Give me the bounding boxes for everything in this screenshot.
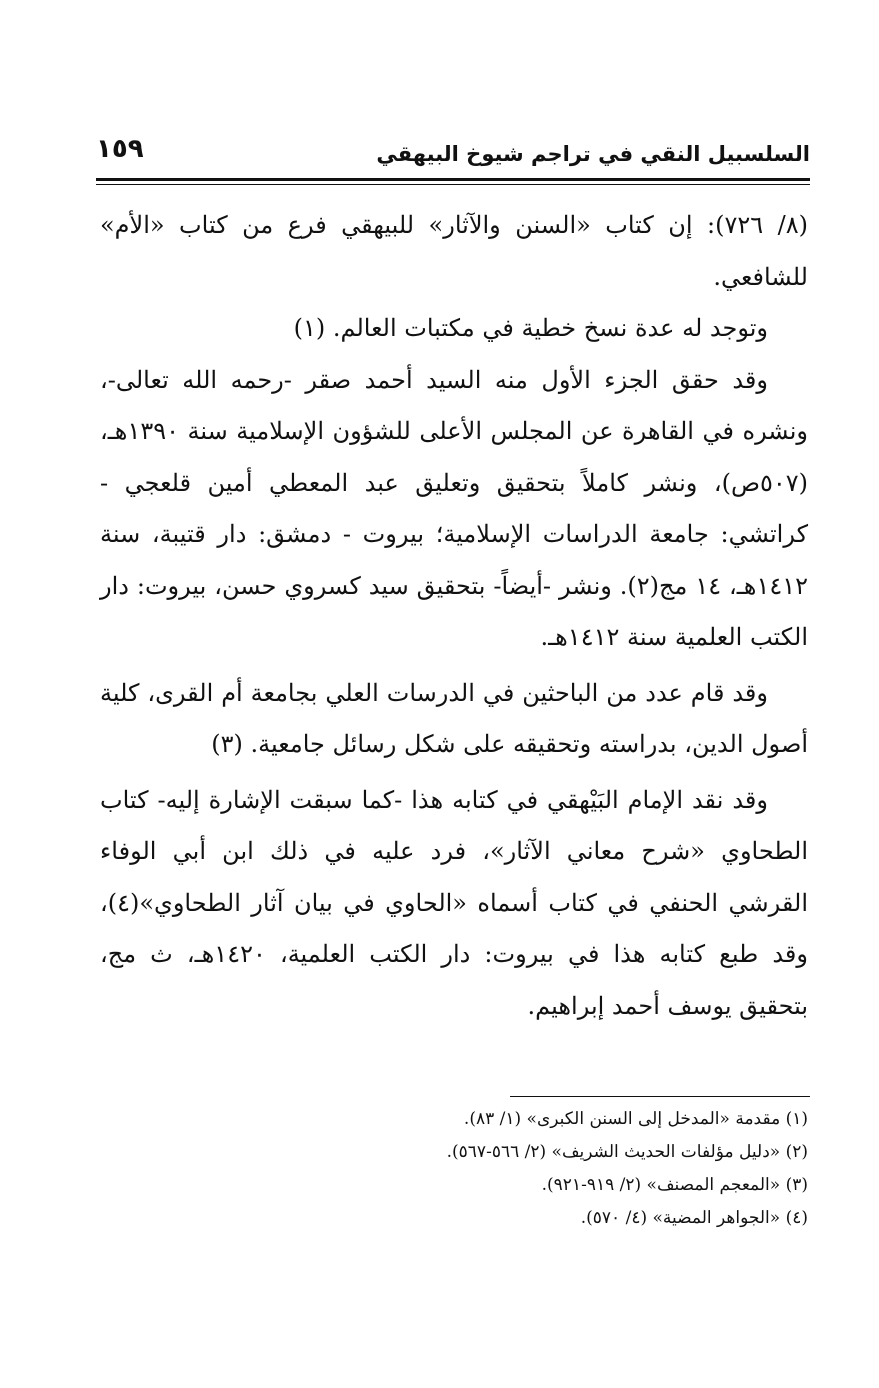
main-text (100, 200, 808, 1032)
footnotes (380, 1103, 808, 1235)
footnote-4: (٤) «الجواهر المضية» (٤/ ٥٧٠). (580, 1208, 808, 1228)
running-title: السلسبيل النقي في تراجم شيوخ البيهقي (376, 142, 810, 166)
paragraph-1: (٨/ ٧٢٦): إن كتاب «السنن والآثار» للبيهقي فرع من كتاب «الأم» للشافعي. (100, 211, 808, 291)
footnote-3: (٣) «المعجم المصنف» (٢/ ٩١٩-٩٢١). (541, 1175, 808, 1195)
header-rule-thin (96, 184, 810, 185)
header-rule-thick (96, 178, 810, 181)
footnote-separator (510, 1096, 810, 1097)
paragraph-4: وقد قام عدد من الباحثين في الدرسات العلي بجامعة أم القرى، كلية أصول الدين، بدراسته وتحقيقه على شكل رسائل جامعية. (٣) (100, 678, 808, 758)
footnote-2: (٢) «دليل مؤلفات الحديث الشريف» (٢/ ٥٦٦-٥٦٧). (446, 1142, 808, 1162)
footnote-1: (١) مقدمة «المدخل إلى السنن الكبرى» (١/ ٨٣). (463, 1109, 808, 1129)
page-number: ١٥٩ (96, 134, 144, 164)
running-header (96, 130, 810, 180)
paragraph-2: وتوجد له عدة نسخ خطية في مكتبات العالم. (١) (293, 314, 768, 342)
paragraph-5: وقد نقد الإمام البَيْهقي في كتابه هذا -كما سبقت الإشارة إليه- كتاب الطحاوي «شرح معاني الآثار»، فرد عليه في ذلك ابن أبي الوفاء القرشي الحنفي في كتاب أسماه «الحاوي في بيان آثار الطحاوي»(٤)، وقد طبع كتابه هذا في بيروت: دار الكتب العلمية، ١٤٢٠هـ، ث مج، بتحقيق يوسف أحمد إبراهيم. (100, 785, 808, 1020)
paragraph-3: وقد حقق الجزء الأول منه السيد أحمد صقر -رحمه الله تعالى-، ونشره في القاهرة عن المجلس الأعلى للشؤون الإسلامية سنة ١٣٩٠هـ، (٥٠٧ص)، ونشر كاملاً بتحقيق وتعليق عبد المعطي أمين قلعجي - كراتشي: جامعة الدراسات الإسلامية؛ بيروت - دمشق: دار قتيبة، سنة ١٤١٢هـ، ١٤ مج(٢). ونشر -أيضاً- بتحقيق سيد كسروي حسن، بيروت: دار الكتب العلمية سنة ١٤١٢هـ. (100, 365, 809, 651)
